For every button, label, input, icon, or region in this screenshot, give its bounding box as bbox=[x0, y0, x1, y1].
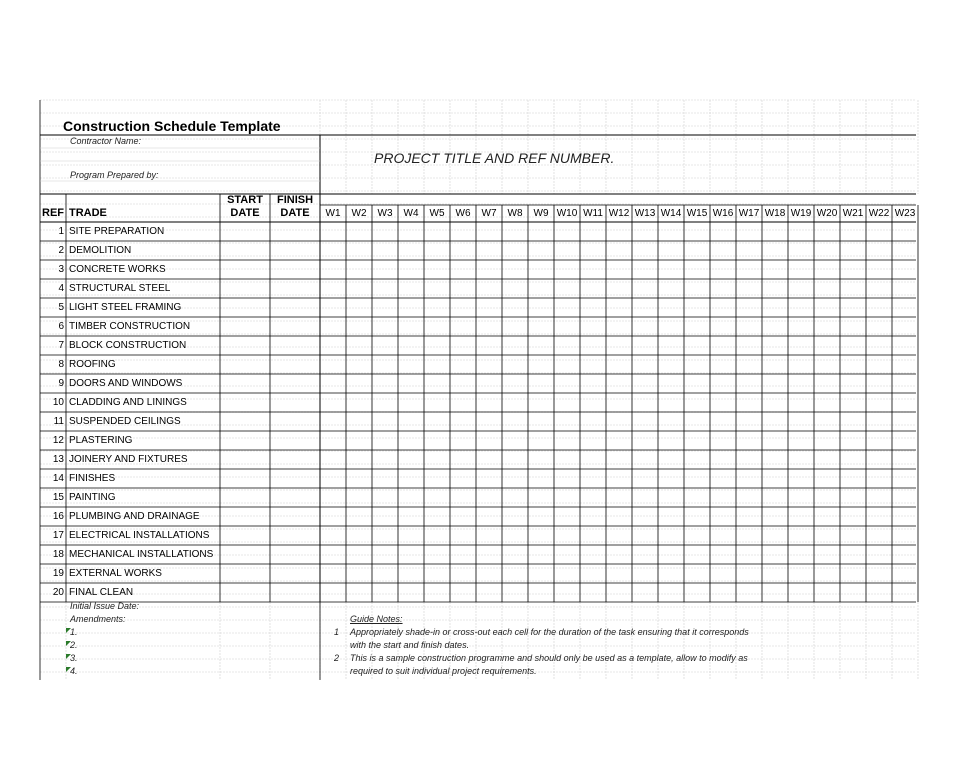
week-header-7: W7 bbox=[481, 208, 497, 219]
week-header-11: W11 bbox=[583, 208, 603, 219]
week-header-9: W9 bbox=[533, 208, 549, 219]
row-trade: MECHANICAL INSTALLATIONS bbox=[69, 549, 214, 560]
row-ref: 6 bbox=[58, 321, 64, 332]
project-title: PROJECT TITLE AND REF NUMBER. bbox=[374, 150, 615, 166]
row-trade: CLADDING AND LININGS bbox=[69, 397, 187, 408]
contractor-name-label: Contractor Name: bbox=[70, 136, 142, 146]
row-ref: 7 bbox=[58, 340, 64, 351]
week-header-14: W14 bbox=[660, 208, 682, 219]
row-trade: CONCRETE WORKS bbox=[69, 264, 166, 275]
program-prepared-label: Program Prepared by: bbox=[70, 170, 159, 180]
row-ref: 3 bbox=[58, 264, 64, 275]
row-ref: 11 bbox=[53, 416, 64, 427]
week-header-1: W1 bbox=[325, 208, 341, 219]
finish-header-line1: FINISH bbox=[276, 194, 314, 206]
week-header-6: W6 bbox=[455, 208, 471, 219]
week-header-8: W8 bbox=[507, 208, 523, 219]
row-ref: 19 bbox=[52, 568, 64, 579]
ref-header: REF bbox=[42, 207, 64, 219]
row-ref: 10 bbox=[52, 397, 64, 408]
row-ref: 16 bbox=[52, 511, 64, 522]
week-header-19: W19 bbox=[790, 208, 812, 219]
note-1-number: 1 bbox=[334, 627, 340, 637]
start-header-line1: START bbox=[227, 194, 263, 206]
row-trade: PLUMBING AND DRAINAGE bbox=[69, 511, 200, 522]
sheet-title: Construction Schedule Template bbox=[63, 118, 281, 134]
row-ref: 4 bbox=[58, 283, 64, 294]
row-trade: SITE PREPARATION bbox=[69, 226, 165, 237]
row-trade: ROOFING bbox=[69, 359, 116, 370]
amendment-number: 4. bbox=[70, 666, 78, 676]
week-header-3: W3 bbox=[377, 208, 393, 219]
row-ref: 13 bbox=[52, 454, 64, 465]
week-header-23: W23 bbox=[894, 208, 916, 219]
row-ref: 14 bbox=[52, 473, 64, 484]
week-header-5: W5 bbox=[429, 208, 445, 219]
amendment-number: 3. bbox=[70, 653, 78, 663]
row-trade: TIMBER CONSTRUCTION bbox=[69, 321, 191, 332]
note-2-line1: This is a sample construction programme and should only be used as a template, allow to modify as bbox=[350, 653, 748, 663]
row-ref: 17 bbox=[52, 530, 64, 541]
note-1-line2: with the start and finish dates. bbox=[350, 640, 470, 650]
row-trade: STRUCTURAL STEEL bbox=[69, 283, 171, 294]
week-header-4: W4 bbox=[403, 208, 419, 219]
row-trade: PAINTING bbox=[69, 492, 116, 503]
amendment-number: 1. bbox=[70, 627, 78, 637]
start-header-line2: DATE bbox=[230, 207, 260, 219]
guide-notes-title: Guide Notes: bbox=[350, 614, 403, 624]
week-header-16: W16 bbox=[712, 208, 734, 219]
week-header-13: W13 bbox=[634, 208, 656, 219]
row-trade: LIGHT STEEL FRAMING bbox=[69, 302, 182, 313]
amendment-number: 2. bbox=[70, 640, 78, 650]
week-header-17: W17 bbox=[738, 208, 760, 219]
week-header-2: W2 bbox=[351, 208, 367, 219]
week-header-15: W15 bbox=[686, 208, 708, 219]
row-trade: FINISHES bbox=[69, 473, 116, 484]
row-ref: 9 bbox=[58, 378, 64, 389]
trade-header: TRADE bbox=[69, 207, 107, 219]
row-trade: BLOCK CONSTRUCTION bbox=[69, 340, 187, 351]
row-ref: 20 bbox=[52, 587, 64, 598]
note-2-number: 2 bbox=[334, 653, 340, 663]
note-1-line1: Appropriately shade-in or cross-out each cell for the duration of the task ensuring that it corresponds bbox=[350, 627, 749, 637]
week-header-10: W10 bbox=[556, 208, 578, 219]
row-trade: PLASTERING bbox=[69, 435, 133, 446]
initial-issue-label: Initial Issue Date: bbox=[70, 601, 140, 611]
row-trade: SUSPENDED CEILINGS bbox=[69, 416, 181, 427]
row-ref: 2 bbox=[58, 245, 64, 256]
note-2-line2: required to suit individual project requirements. bbox=[350, 666, 537, 676]
row-trade: FINAL CLEAN bbox=[69, 587, 134, 598]
week-header-20: W20 bbox=[816, 208, 838, 219]
row-trade: JOINERY AND FIXTURES bbox=[69, 454, 188, 465]
week-header-22: W22 bbox=[868, 208, 890, 219]
row-trade: DOORS AND WINDOWS bbox=[69, 378, 183, 389]
finish-header-line2: DATE bbox=[280, 207, 310, 219]
row-ref: 1 bbox=[58, 226, 64, 237]
week-header-21: W21 bbox=[842, 208, 864, 219]
amendments-label: Amendments: bbox=[70, 614, 126, 624]
week-header-12: W12 bbox=[608, 208, 630, 219]
row-ref: 15 bbox=[52, 492, 64, 503]
row-trade: ELECTRICAL INSTALLATIONS bbox=[69, 530, 210, 541]
week-header-18: W18 bbox=[764, 208, 786, 219]
row-ref: 18 bbox=[52, 549, 64, 560]
row-trade: EXTERNAL WORKS bbox=[69, 568, 162, 579]
row-ref: 12 bbox=[52, 435, 64, 446]
row-ref: 5 bbox=[58, 302, 64, 313]
row-ref: 8 bbox=[58, 359, 64, 370]
row-trade: DEMOLITION bbox=[69, 245, 132, 256]
